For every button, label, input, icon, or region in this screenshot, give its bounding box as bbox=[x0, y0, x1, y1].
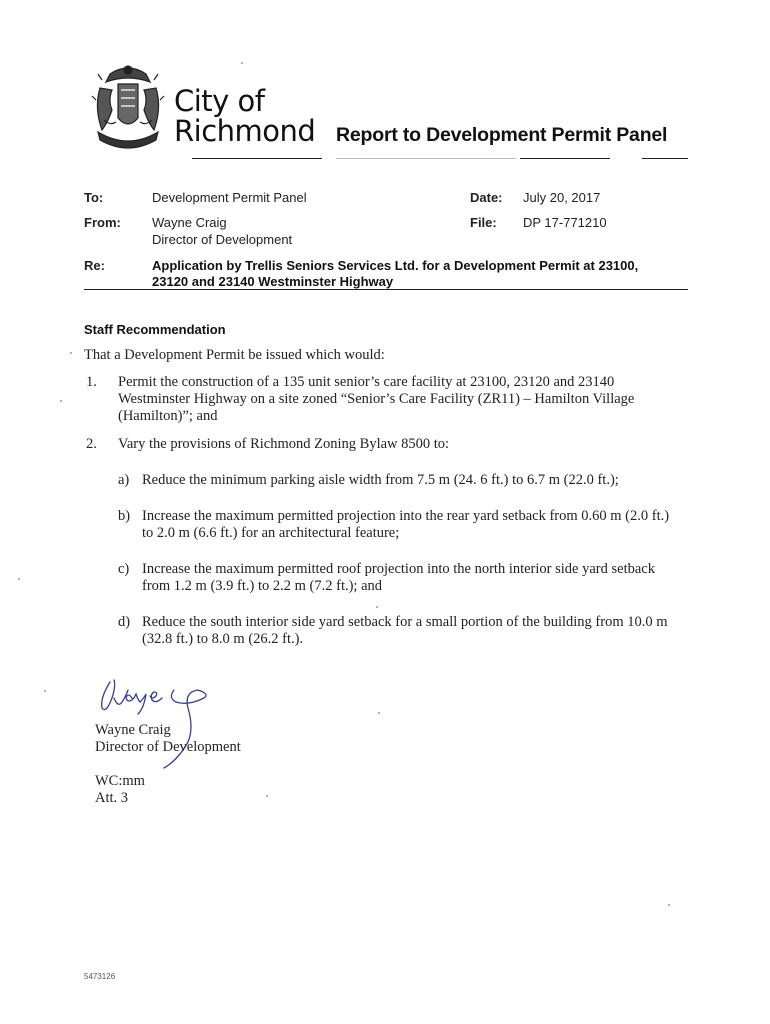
city-crest-icon bbox=[90, 60, 166, 156]
re-line2: 23120 and 23140 Westminster Highway bbox=[152, 274, 394, 289]
date-label: Date: bbox=[470, 190, 503, 205]
item1-number: 1. bbox=[86, 374, 97, 390]
scan-speck bbox=[668, 904, 670, 906]
scan-speck bbox=[60, 400, 62, 402]
item2-number: 2. bbox=[86, 436, 97, 452]
signer-title: Director of Development bbox=[95, 739, 241, 755]
re-underline bbox=[84, 289, 688, 290]
header-rule-segment bbox=[642, 158, 688, 159]
attachments: Att. 3 bbox=[95, 790, 129, 806]
sub-item-c-line: Increase the maximum permitted roof projection into the north interior side yard setback bbox=[142, 561, 655, 577]
scan-speck bbox=[378, 712, 380, 714]
sub-item-a-line: Reduce the minimum parking aisle width from 7.5 m (24. 6 ft.) to 6.7 m (22.0 ft.); bbox=[142, 472, 619, 488]
sub-item-b-line: to 2.0 m (6.6 ft.) for an architectural feature; bbox=[142, 525, 400, 541]
city-name-line1: City of bbox=[174, 84, 265, 118]
section-title: Staff Recommendation bbox=[84, 322, 226, 337]
scan-speck bbox=[241, 62, 243, 64]
scan-speck bbox=[266, 795, 268, 797]
header-rule-segment bbox=[520, 158, 610, 159]
sub-item-c-label: c) bbox=[118, 561, 130, 577]
sub-item-d-line: (32.8 ft.) to 8.0 m (26.2 ft.). bbox=[142, 631, 304, 647]
signer-name: Wayne Craig bbox=[95, 722, 171, 738]
scan-speck bbox=[18, 578, 20, 580]
re-label: Re: bbox=[84, 258, 105, 273]
header-rule-segment bbox=[192, 158, 322, 159]
report-title: Report to Development Permit Panel bbox=[336, 124, 668, 146]
document-number: 5473126 bbox=[84, 972, 116, 981]
sub-item-b-line: Increase the maximum permitted projection into the rear yard setback from 0.60 m (2.0 ft.) bbox=[142, 508, 670, 524]
initials: WC:mm bbox=[95, 773, 145, 789]
item1-line: (Hamilton)”; and bbox=[118, 408, 218, 424]
recommendation-intro: That a Development Permit be issued which would: bbox=[84, 347, 385, 363]
re-line1: Application by Trellis Seniors Services Ltd. for a Development Permit at 23100, bbox=[152, 258, 639, 273]
from-title: Director of Development bbox=[152, 232, 293, 247]
sub-item-b-label: b) bbox=[118, 508, 131, 524]
from-label: From: bbox=[84, 215, 121, 230]
file-value: DP 17-771210 bbox=[523, 215, 607, 230]
to-label: To: bbox=[84, 190, 104, 205]
item2-line: Vary the provisions of Richmond Zoning Bylaw 8500 to: bbox=[118, 436, 450, 452]
item1-line: Westminster Highway on a site zoned “Senior’s Care Facility (ZR11) – Hamilton Village bbox=[118, 391, 635, 407]
scan-speck bbox=[44, 690, 46, 692]
file-label: File: bbox=[470, 215, 497, 230]
city-logo bbox=[90, 60, 316, 160]
scan-speck bbox=[70, 352, 72, 354]
sub-item-c-line: from 1.2 m (3.9 ft.) to 2.2 m (7.2 ft.); and bbox=[142, 578, 383, 594]
sub-item-a-label: a) bbox=[118, 472, 130, 488]
scan-speck bbox=[376, 606, 378, 608]
item1-line: Permit the construction of a 135 unit senior’s care facility at 23100, 23120 and 23140 bbox=[118, 374, 615, 390]
from-name: Wayne Craig bbox=[152, 215, 227, 230]
city-name bbox=[174, 86, 315, 146]
date-value: July 20, 2017 bbox=[523, 190, 601, 205]
header-rule-segment bbox=[336, 158, 516, 159]
sub-item-d-label: d) bbox=[118, 614, 131, 630]
to-value: Development Permit Panel bbox=[152, 190, 307, 205]
city-name-line2: Richmond bbox=[174, 114, 316, 148]
sub-item-d-line: Reduce the south interior side yard setback for a small portion of the building from 10.0 m bbox=[142, 614, 668, 630]
